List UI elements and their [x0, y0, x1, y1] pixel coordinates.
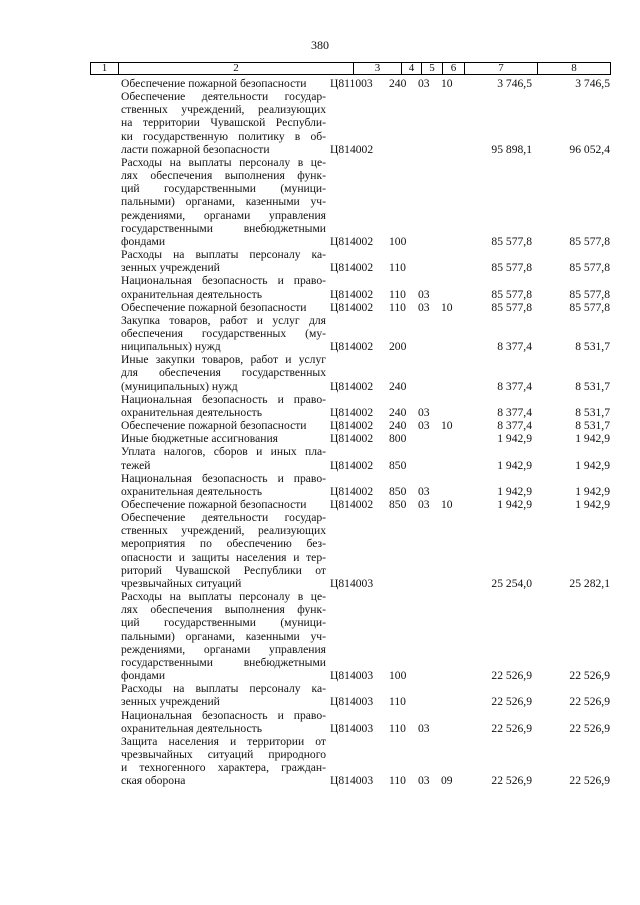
table-row: [0, 709, 640, 735]
table-row: [0, 590, 640, 682]
description-line: Иные закупки товаров, работ и услуг: [121, 353, 326, 367]
description-line: мероприятия по обеспечению без-: [121, 537, 326, 551]
expense-type: 240: [389, 405, 407, 419]
section: 03: [418, 721, 430, 735]
amount-year-1: 22 526,9: [491, 669, 532, 683]
section: 03: [418, 77, 430, 90]
expense-type: 240: [389, 379, 407, 393]
header-col-1: 1: [91, 63, 119, 74]
description-line: Национальная безопасность и право-: [121, 471, 326, 485]
row-description: [121, 498, 326, 511]
amount-year-1: 22 526,9: [491, 695, 532, 709]
amount-year-1: 1 942,9: [497, 432, 532, 446]
description-line: пальными) органами, казенными уч-: [121, 195, 326, 209]
amount-year-2: 1 942,9: [575, 498, 610, 511]
table-row: [0, 735, 640, 788]
amount-year-2: 85 577,8: [569, 287, 610, 301]
header-col-4: 4: [402, 63, 422, 74]
description-line: реждениями, органами управления: [121, 208, 326, 222]
amount-year-2: 22 526,9: [569, 721, 610, 735]
row-description: [121, 353, 326, 392]
amount-year-1: 22 526,9: [491, 774, 532, 788]
description-line: Обеспечение деятельности государ-: [121, 90, 326, 104]
description-line: государственными внебюджетными: [121, 221, 326, 235]
amount-year-1: 85 577,8: [491, 234, 532, 248]
description-line: тежей: [121, 458, 151, 472]
header-col-5: 5: [422, 63, 443, 74]
expense-type: 850: [389, 498, 407, 511]
amount-year-1: 8 377,4: [497, 405, 532, 419]
target-code: Ц814002: [330, 498, 374, 511]
header-col-8: 8: [571, 62, 577, 74]
description-line: ки государственную политику в об-: [121, 129, 326, 143]
section: 03: [418, 300, 430, 314]
table-row: [0, 419, 640, 432]
target-code: Ц814003: [330, 576, 374, 590]
row-description: [121, 301, 326, 314]
description-line: опасности и защиты населения и тер-: [121, 550, 326, 564]
table-row: [0, 353, 640, 392]
subsection: 10: [441, 300, 453, 314]
header-col-3: 3: [354, 63, 402, 74]
description-line: Национальная безопасность и право-: [121, 274, 326, 288]
description-line: Обеспечение пожарной безопасности: [121, 77, 307, 90]
description-line: охранительная деятельность: [121, 405, 262, 419]
section: 03: [418, 774, 430, 788]
table-row: [0, 432, 640, 445]
description-line: государственными внебюджетными: [121, 655, 326, 669]
target-code: Ц814003: [330, 669, 374, 683]
description-line: ласти пожарной безопасности: [121, 142, 270, 156]
target-code: Ц814002: [330, 287, 374, 301]
target-code: Ц814002: [330, 458, 374, 472]
description-line: зенных учреждений: [121, 695, 220, 709]
section: 03: [418, 405, 430, 419]
amount-year-1: 85 577,8: [491, 287, 532, 301]
description-line: Обеспечение деятельности государ-: [121, 511, 326, 525]
description-line: Национальная безопасность и право-: [121, 392, 326, 406]
target-code: Ц814002: [330, 261, 374, 275]
amount-year-2: 3 746,5: [575, 77, 610, 90]
description-line: (муниципальных) нужд: [121, 379, 238, 393]
row-description: [121, 590, 326, 682]
amount-year-1: 8 377,4: [497, 419, 532, 433]
row-description: [121, 248, 326, 274]
page-number: 380: [311, 38, 329, 52]
table-row: [0, 393, 640, 419]
expense-type: 110: [389, 721, 406, 735]
row-description: [121, 393, 326, 419]
section: 03: [418, 484, 430, 498]
description-line: ций государственными (муници-: [121, 182, 326, 196]
description-line: лях обеспечения выполнения функ-: [121, 603, 326, 617]
amount-year-1: 1 942,9: [497, 484, 532, 498]
table-row: [0, 314, 640, 353]
table-row: [0, 445, 640, 471]
target-code: Ц814003: [330, 721, 374, 735]
amount-year-1: 3 746,5: [497, 77, 532, 90]
row-description: [121, 90, 326, 156]
table-row: [0, 274, 640, 300]
amount-year-2: 85 577,8: [569, 300, 610, 314]
description-line: чрезвычайных ситуаций: [121, 576, 242, 590]
description-line: Расходы на выплаты персоналу в це-: [121, 155, 326, 169]
subsection: 10: [441, 498, 453, 511]
description-line: зенных учреждений: [121, 261, 220, 275]
amount-year-2: 22 526,9: [569, 774, 610, 788]
description-line: ственных учреждений, реализующих: [121, 103, 326, 117]
row-description: [121, 445, 326, 471]
target-code: Ц814002: [330, 234, 374, 248]
target-code: Ц814002: [330, 300, 374, 314]
description-line: на территории Чувашской Республи-: [121, 116, 326, 130]
expense-type: 850: [389, 458, 407, 472]
amount-year-2: 22 526,9: [569, 695, 610, 709]
table-row: [0, 682, 640, 708]
subsection: 10: [441, 77, 453, 90]
description-line: Расходы на выплаты персоналу ка-: [121, 248, 326, 262]
target-code: Ц814002: [330, 142, 374, 156]
expense-type: 100: [389, 669, 407, 683]
row-description: [121, 735, 326, 788]
expense-type: 800: [389, 432, 407, 446]
description-line: ниципальных) нужд: [121, 340, 221, 354]
row-description: [121, 419, 326, 432]
row-description: [121, 77, 326, 90]
expense-type: 110: [389, 287, 406, 301]
table-row: [0, 301, 640, 314]
amount-year-2: 1 942,9: [575, 432, 610, 446]
subsection: 10: [441, 419, 453, 433]
table-body: [0, 77, 640, 787]
target-code: Ц811003: [330, 77, 373, 90]
subsection: 09: [441, 774, 453, 788]
description-line: Национальная безопасность и право-: [121, 708, 326, 722]
description-line: риторий Чувашской Республики от: [121, 563, 326, 577]
row-description: [121, 472, 326, 498]
description-line: Обеспечение пожарной безопасности: [121, 498, 307, 511]
description-line: Расходы на выплаты персоналу в це-: [121, 590, 326, 604]
expense-type: 240: [389, 419, 407, 433]
description-line: охранительная деятельность: [121, 287, 262, 301]
description-line: и техногенного характера, граждан-: [121, 761, 326, 775]
amount-year-2: 22 526,9: [569, 669, 610, 683]
amount-year-1: 85 577,8: [491, 261, 532, 275]
description-line: охранительная деятельность: [121, 721, 262, 735]
target-code: Ц814002: [330, 379, 374, 393]
target-code: Ц814002: [330, 340, 374, 354]
description-line: ская оборона: [121, 774, 186, 788]
target-code: Ц814002: [330, 484, 374, 498]
section: 03: [418, 419, 430, 433]
target-code: Ц814002: [330, 432, 374, 446]
row-description: [121, 156, 326, 248]
table-row: [0, 511, 640, 590]
amount-year-2: 8 531,7: [575, 379, 610, 393]
amount-year-2: 25 282,1: [569, 576, 610, 590]
header-col-6: 6: [443, 63, 465, 74]
description-line: пальными) органами, казенными уч-: [121, 629, 326, 643]
description-line: Иные бюджетные ассигнования: [121, 432, 278, 446]
target-code: Ц814003: [330, 695, 374, 709]
description-line: Уплата налогов, сборов и иных пла-: [121, 445, 326, 459]
description-line: Обеспечение пожарной безопасности: [121, 300, 307, 314]
amount-year-2: 1 942,9: [575, 484, 610, 498]
description-line: лях обеспечения выполнения функ-: [121, 169, 326, 183]
amount-year-2: 85 577,8: [569, 234, 610, 248]
table-row: [0, 498, 640, 511]
row-description: [121, 511, 326, 590]
description-line: чрезвычайных ситуаций природного: [121, 747, 326, 761]
expense-type: 850: [389, 484, 407, 498]
table-row: [0, 156, 640, 248]
amount-year-1: 85 577,8: [491, 300, 532, 314]
expense-type: 110: [389, 695, 406, 709]
description-line: обеспечения государственных (му-: [121, 326, 326, 340]
description-line: Расходы на выплаты персоналу ка-: [121, 682, 326, 696]
row-description: [121, 709, 326, 735]
amount-year-2: 8 531,7: [575, 405, 610, 419]
description-line: фондами: [121, 669, 166, 683]
description-line: фондами: [121, 234, 166, 248]
target-code: Ц814002: [330, 419, 374, 433]
amount-year-2: 85 577,8: [569, 261, 610, 275]
table-row: [0, 90, 640, 156]
amount-year-2: 96 052,4: [569, 142, 610, 156]
amount-year-1: 22 526,9: [491, 721, 532, 735]
table-header-row: [90, 62, 611, 75]
expense-type: 110: [389, 261, 406, 275]
amount-year-1: 8 377,4: [497, 379, 532, 393]
header-col-7: 7: [465, 63, 538, 74]
row-description: [121, 314, 326, 353]
description-line: Обеспечение пожарной безопасности: [121, 419, 307, 433]
row-description: [121, 432, 326, 445]
amount-year-1: 1 942,9: [497, 498, 532, 511]
amount-year-1: 1 942,9: [497, 458, 532, 472]
description-line: для обеспечения государственных: [121, 366, 326, 380]
row-description: [121, 682, 326, 708]
amount-year-2: 8 531,7: [575, 419, 610, 433]
section: 03: [418, 287, 430, 301]
amount-year-2: 1 942,9: [575, 458, 610, 472]
description-line: реждениями, органами управления: [121, 642, 326, 656]
description-line: охранительная деятельность: [121, 484, 262, 498]
amount-year-1: 95 898,1: [491, 142, 532, 156]
target-code: Ц814003: [330, 774, 374, 788]
expense-type: 110: [389, 774, 406, 788]
description-line: Защита населения и территории от: [121, 734, 326, 748]
table-row: [0, 77, 640, 90]
description-line: ций государственными (муници-: [121, 616, 326, 630]
header-col-2: 2: [119, 63, 354, 74]
amount-year-2: 8 531,7: [575, 340, 610, 354]
expense-type: 200: [389, 340, 407, 354]
expense-type: 100: [389, 234, 407, 248]
amount-year-1: 25 254,0: [491, 576, 532, 590]
description-line: Закупка товаров, работ и услуг для: [121, 313, 326, 327]
expense-type: 110: [389, 300, 406, 314]
table-row: [0, 248, 640, 274]
table-row: [0, 472, 640, 498]
section: 03: [418, 498, 430, 511]
description-line: ственных учреждений, реализующих: [121, 524, 326, 538]
target-code: Ц814002: [330, 405, 374, 419]
amount-year-1: 8 377,4: [497, 340, 532, 354]
row-description: [121, 274, 326, 300]
expense-type: 240: [389, 77, 407, 90]
